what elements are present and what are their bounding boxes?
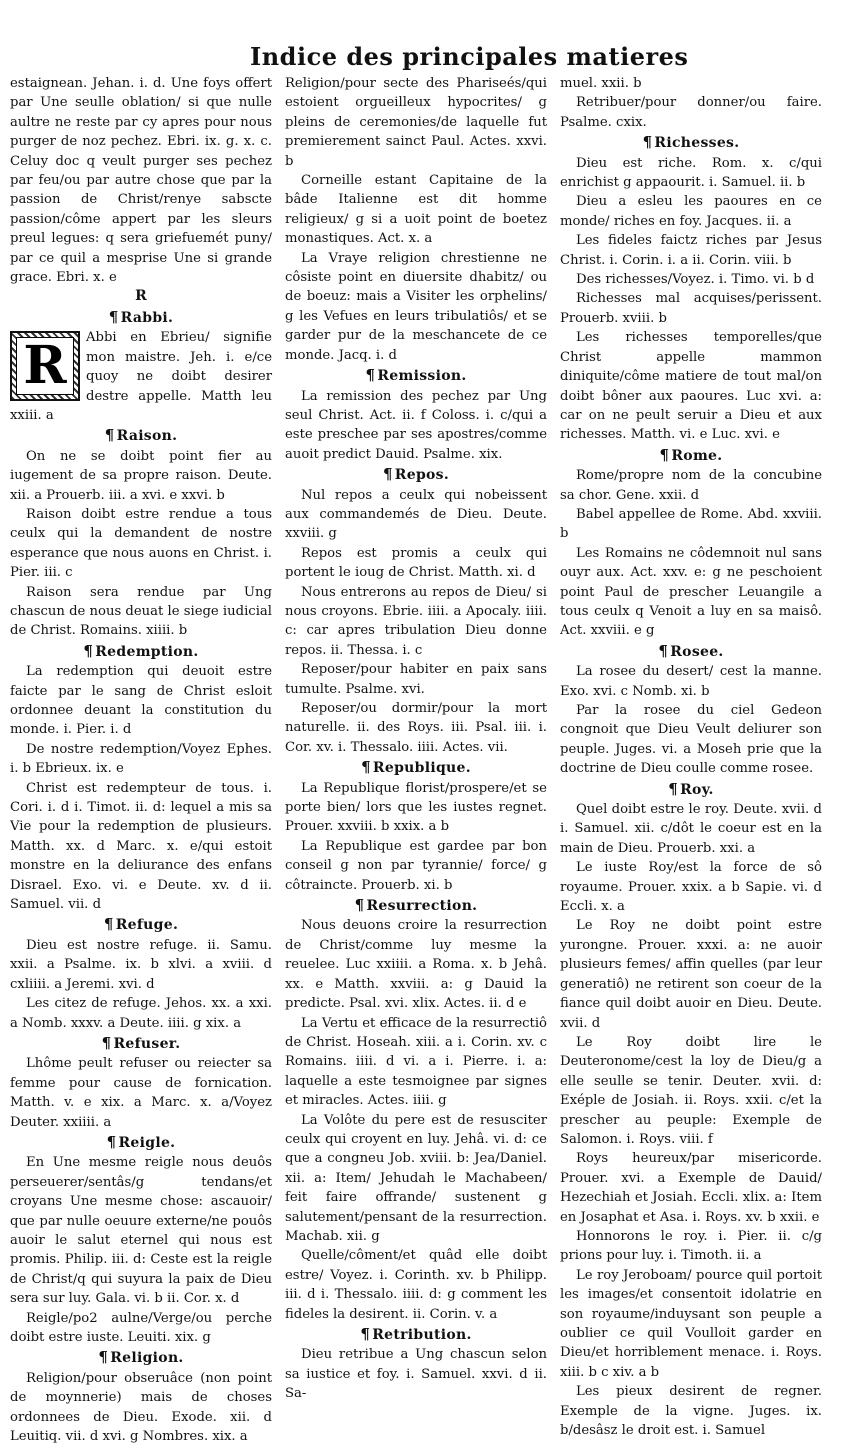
entry-heading-text: Retribution. [372, 1327, 472, 1343]
pilcrow-icon: ¶ [101, 1033, 112, 1052]
entry-paragraph: La Republique est gardee par bon conseil g non par tyrannie/ force/ g côtraincte. Prouerb. xi. b [285, 838, 547, 893]
decorated-initial-block [10, 328, 272, 425]
entry-paragraph: Religion/pour obseruâce (non point de moynnerie) mais de choses ordonnees de Dieu. Exode. xii. d Leuitiq. vii. d xvi. g Nombres. xix. a [10, 1370, 272, 1445]
entry-heading-text: Refuge. [115, 917, 179, 934]
entry-heading-text: Resurrection. [366, 898, 478, 915]
entry-heading-reigle [10, 1133, 272, 1153]
entry-heading-republique [285, 758, 547, 778]
running-head: Indice des principales matieres [250, 42, 689, 71]
entry-paragraph: Les Romains ne côdemnoit nul sans ouyr aux. Act. xxv. e: g ne peschoient point Paul de prescher Leuangile a tous ceulx q Venoit a luy en sa maisô. Act. xxviii. e g [560, 545, 822, 639]
pilcrow-icon: ¶ [659, 445, 670, 464]
entry-paragraph: Quel doibt estre le roy. Deute. xvii. d i. Samuel. xii. c/dôt le coeur est en la main de Dieu. Prouerb. xxi. a [560, 802, 822, 856]
entry-paragraph: Dieu retribue a Ung chascun selon sa iustice et foy. i. Samuel. xxvi. d ii. Sa- [285, 1347, 547, 1402]
pilcrow-icon: ¶ [382, 465, 393, 484]
entry-heading-text: Richesses. [654, 135, 740, 152]
pilcrow-icon: ¶ [642, 133, 653, 152]
entry-heading-text: Rosee. [670, 643, 724, 660]
entry-paragraph: Reigle/po2 aulne/Verge/ou perche doibt estre iuste. Leuiti. xix. g [10, 1310, 272, 1345]
entry-heading-rosee [560, 642, 822, 662]
pilcrow-icon: ¶ [108, 307, 119, 326]
entry-heading-rome [560, 446, 822, 466]
entry-paragraph: La remission des pechez par Ung seul Christ. Act. ii. f Coloss. i. c/qui a este preschee par ses apostres/comme auoit predict Dauid. Psalme. xix. [285, 388, 547, 462]
entry-paragraph: Honnorons le roy. i. Pier. ii. c/g prions pour luy. i. Timoth. ii. a [560, 1228, 822, 1264]
entry-paragraph: La rosee du desert/ cest la manne. Exo. xvi. c Nomb. xi. b [560, 664, 822, 699]
column-2 [285, 74, 547, 1402]
entry-paragraph: Le iuste Roy/est la force de sô royaume. Prouer. xxix. a b Sapie. vi. d Eccli. x. a [560, 860, 822, 915]
pilcrow-icon: ¶ [83, 641, 94, 660]
entry-heading-retribution [285, 1325, 547, 1345]
entry-paragraph: La redemption qui deuoit estre faicte par le sang de Christ esloit ordonnee deuant la constitution du monde. i. Pier. i. d [10, 664, 272, 738]
entry-paragraph: Nul repos a ceulx qui nobeissent aux commandemés de Dieu. Deute. xxviii. g [285, 487, 547, 542]
entry-paragraph: Reposer/pour habiter en paix sans tumulte. Psalme. xvi. [285, 662, 547, 697]
entry-paragraph: Le Roy doibt lire le Deuteronome/cest la loy de Dieu/g a elle seulle se tenir. Deuter. xvii. d: Exéple de Josiah. ii. Roys. xxii. c/et la prescher au peuple: Exemple de Salomon. i. Roys. viii. f [560, 1034, 822, 1147]
entry-heading-text: Republique. [372, 760, 471, 777]
pilcrow-icon: ¶ [106, 1132, 117, 1151]
entry-paragraph: Reposer/ou dormir/pour la mort naturelle. ii. des Roys. iii. Psal. iii. i. Cor. xv. i. Thessalo. iiii. Actes. vii. [285, 701, 547, 755]
entry-heading-refuge [10, 915, 272, 935]
entry-heading-richesses [560, 133, 822, 153]
entry-paragraph: Retribuer/pour donner/ou faire. Psalme. cxix. [560, 95, 822, 130]
entry-paragraph: muel. xxii. b [560, 76, 642, 91]
column-3 [560, 74, 822, 1439]
entry-paragraph: Religion/pour secte des Phariseés/qui estoient orgueilleux hypocrites/ g pleins de ceremonies/de laquelle fut premierement sainct Paul. Actes. xxvi. b [285, 76, 547, 169]
entry-heading-text: Rabbi. [120, 309, 174, 326]
entry-paragraph: La Volôte du pere est de resusciter ceulx qui croyent en luy. Jehâ. vi. d: ce que a congneu Job. xviii. b: Jea/Daniel. xii. a: Item/ Jehudah le Machabeen/ feit faire offrande/ sustenent g salutement/pensant de la resurrection. Machab. xii. g [285, 1112, 547, 1244]
entry-paragraph: Le Roy ne doibt point estre yurongne. Prouer. xxxi. a: ne auoir plusieurs femes/ affin quelles (par leur generatiô) ne retirent son coeur de la fiance quil doibt auoir en Dieu. Deute. xvii. d [560, 918, 822, 1031]
entry-heading-repos [285, 465, 547, 485]
entry-paragraph: Nous entrerons au repos de Dieu/ si nous croyons. Ebrie. iiii. a Apocaly. iiii. c: car apres tribulation Dieu donne repos. ii. Thessa. i. c [285, 584, 547, 658]
entry-paragraph: La Vertu et efficace de la resurrectiô de Christ. Hoseah. xiii. a i. Corin. xv. c Romains. iiii. d vi. a i. Pierre. i. a: laquelle a este tesmoignee par signes et miracles. Actes. iiii. g [285, 1015, 547, 1109]
entry-paragraph: Repos est promis a ceulx qui portent le ioug de Christ. Matth. xi. d [285, 545, 547, 581]
entry-paragraph: Quelle/côment/et quâd elle doibt estre/ Voyez. i. Corinth. xv. b Philipp. iii. d i. Thessalo. iiii. d: g comment les fideles la desirent. ii. Corin. v. a [285, 1248, 547, 1322]
entry-paragraph: Les richesses temporelles/que Christ appelle mammon diniquite/côme matiere de tout mal/on doibt bôner aux paoures. Luc xvi. a: car on ne peult seruir a Dieu et aux richesses. Matth. vi. e Luc. xvi. e [560, 330, 822, 443]
pilcrow-icon: ¶ [103, 915, 114, 934]
entry-heading-redemption [10, 642, 272, 662]
entry-paragraph: Le roy Jeroboam/ pource quil portoit les images/et consentoit idolatrie en son royaume/induysant son peuple a oublier ce quil Voulloit garder en Dieu/et horriblement menace. i. Roys. xiii. b c xiv. a b [560, 1267, 822, 1380]
entry-heading-text: Remission. [377, 368, 467, 385]
entry-paragraph: Dieu a esleu les paoures en ce monde/ riches en foy. Jacques. ii. a [560, 194, 822, 229]
entry-heading-text: Rome. [671, 447, 723, 464]
entry-paragraph: Raison sera rendue par Ung chascun de nous deuat le siege iudicial de Christ. Romains. xiiii. b [10, 584, 272, 639]
entry-paragraph: Des richesses/Voyez. i. Timo. vi. b d [576, 272, 815, 288]
entry-paragraph: Roys heureux/par misericorde. Prouer. xvi. a Exemple de Dauid/ Hezechiah et Josiah. Eccli. xlix. a: Item en Josaphat et Asa. i. Roys. xv. b xxii. e [560, 1151, 822, 1225]
entry-heading-text: Religion. [110, 1350, 184, 1367]
decorated-initial-icon [10, 331, 80, 401]
section-letter: R [135, 288, 147, 305]
entry-heading-text: Refuser. [113, 1035, 181, 1052]
pilcrow-icon: ¶ [668, 779, 679, 798]
entry-heading-text: Redemption. [95, 643, 199, 660]
entry-paragraph: Lhôme peult refuser ou reiecter sa femme pour cause de fornication. Matth. v. e xix. a Marc. x. a/Voyez Deuter. xxiiii. a [10, 1056, 272, 1130]
column-1 [10, 74, 272, 1445]
entry-heading-resurrection [285, 896, 547, 916]
entry-paragraph: Les fideles faictz riches par Jesus Christ. i. Corin. i. a ii. Corin. viii. b [560, 233, 822, 268]
entry-paragraph: Dieu est nostre refuge. ii. Samu. xxii. a Psalme. ix. b xlvi. a xviii. d cxliiii. a Jeremi. xvi. d [10, 937, 272, 992]
entry-paragraph: On ne se doibt point fier au iugement de sa propre raison. Deute. xii. a Prouerb. iii. a xvi. e xxvi. b [10, 448, 272, 503]
pilcrow-icon: ¶ [104, 426, 115, 445]
entry-heading-refuser [10, 1034, 272, 1054]
entry-paragraph: Nous deuons croire la resurrection de Christ/comme luy mesme la reuelee. Luc xxiiii. a Roma. x. b Jehâ. xx. e Matth. xxviii. a: g Dauid la predicte. Psal. xvi. xlix. Actes. ii. d e [285, 918, 547, 1012]
entry-paragraph: Rome/propre nom de la concubine sa chor. Gene. xxii. d [560, 468, 822, 503]
entry-paragraph: estaignean. Jehan. i. d. Une foys offert par Une seulle oblation/ si que nulle aultre ne reste par cy apres pour nous purger de noz pechez. Ebri. ix. g. x. c. Celuy doc q veult purger ses pechez par feu/ou par autre chose que par la passion de Christ/renye sabscte passion/côme appert par les sleurs preul legues: q sera griefuemét puny/ par ce quil a mesprise Une si grande grace. Ebri. x. e [10, 76, 272, 286]
entry-paragraph: Babel appellee de Rome. Abd. xxviii. b [560, 506, 822, 542]
entry-paragraph: Corneille estant Capitaine de la bâde Italienne est dit homme religieux/ g si a uoit point de boetez monastiques. Act. x. a [285, 173, 547, 247]
entry-paragraph: Les pieux desirent de regner. Exemple de la vigne. Juges. ix. b/desâsz le droit est. i. Samuel [560, 1384, 822, 1439]
entry-paragraph: Les citez de refuge. Jehos. xx. a xxi. a Nomb. xxxv. a Deute. iiii. g xix. a [10, 996, 272, 1031]
entry-paragraph: En Une mesme reigle nous deuôs perseuerer/sentâs/g tendans/et croyans Une mesme chose: ascauoir/ que par nulle oeuure externe/ne pouôs auoir le salut eternel qui nous est promis. Philip. iii. d: Ceste est la reigle de Christ/q qui suyura la paix de Dieu sera sur luy. Gala. vi. b ii. Cor. x. d [10, 1155, 272, 1307]
entry-paragraph: Richesses mal acquises/perissent. Prouerb. xviii. b [560, 291, 822, 326]
pilcrow-icon: ¶ [658, 641, 669, 660]
pilcrow-icon: ¶ [365, 366, 376, 385]
entry-paragraph: La Republique florist/prospere/et se porte bien/ lors que les iustes regnet. Prouer. xxviii. b xxix. a b [285, 780, 547, 835]
entry-paragraph: Par la rosee du ciel Gedeon congnoit que Dieu Veult deliurer son peuple. Juges. vi. a Moseh prie que la doctrine de Dieu coulle comme rosee. [560, 703, 822, 777]
entry-heading-raison [10, 426, 272, 446]
entry-heading-rabbi [10, 308, 272, 328]
entry-paragraph: Dieu est riche. Rom. x. c/qui enrichist g appaourit. i. Samuel. ii. b [560, 155, 822, 191]
entry-heading-text: Repos. [394, 467, 450, 484]
entry-paragraph: Raison doibt estre rendue a tous ceulx qui la demandent de nostre esperance que nous auons en Christ. i. Pier. iii. c [10, 506, 272, 581]
entry-paragraph: De nostre redemption/Voyez Ephes. i. b Ebrieux. ix. e [10, 741, 272, 777]
entry-paragraph: Christ est redempteur de tous. i. Cori. i. d i. Timot. ii. d: lequel a mis sa Vie pour la redemption de plusieurs. Matth. xx. d Marc. x. e/qui estoit monstre en la deliurance des enfans Disrael. Exo. vi. e Deute. xv. d ii. Samuel. vii. d [10, 780, 272, 913]
entry-paragraph: Abbi en Ebrieu/ signifie mon maistre. Jeh. i. e/ce quoy ne doibt desirer destre appelle. Matth leu xxiii. a [10, 330, 272, 423]
entry-heading-religion [10, 1348, 272, 1368]
entry-heading-text: Roy. [680, 781, 714, 798]
entry-paragraph: La Vraye religion chrestienne ne côsiste point en diuersite dhabitz/ ou de boeuz: mais a Visiter les orphelins/ g les Vefues en leurs tribulatiôs/ et se garder pur de la meschancete de ce monde. Jacq. i. d [285, 250, 547, 363]
entry-heading-text: Reigle. [118, 1134, 176, 1151]
pilcrow-icon: ¶ [354, 896, 365, 915]
pilcrow-icon: ¶ [361, 758, 371, 777]
initial-letter: R [16, 337, 73, 395]
entry-heading-remission [285, 366, 547, 386]
entry-heading-roy [560, 780, 822, 800]
pilcrow-icon: ¶ [98, 1348, 109, 1367]
pilcrow-icon: ¶ [360, 1325, 371, 1343]
entry-heading-text: Raison. [116, 428, 178, 445]
